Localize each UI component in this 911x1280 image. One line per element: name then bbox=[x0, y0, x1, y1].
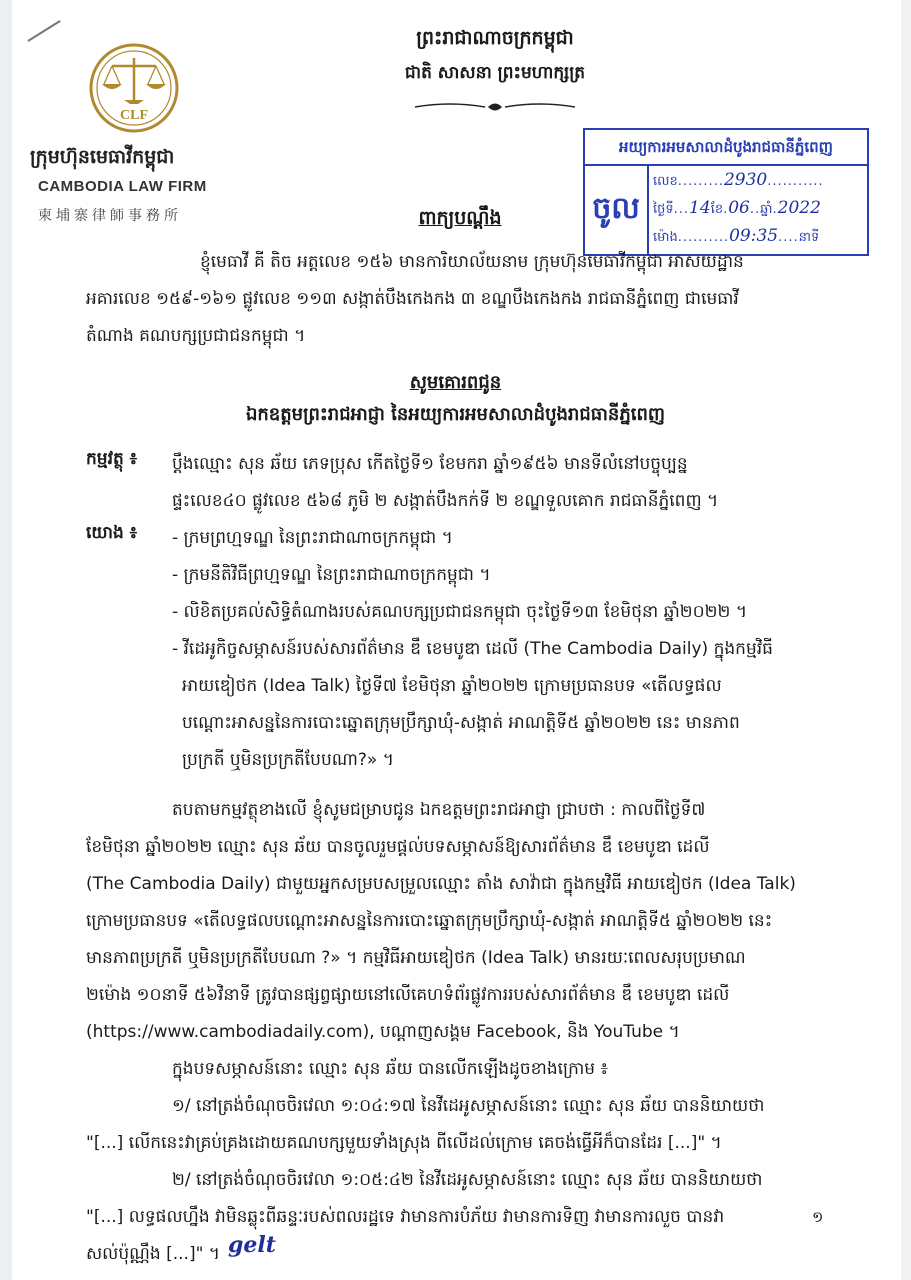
subject-line-1: ប្ដឹងឈ្មោះ សុន ឆ័យ ភេទប្រុស កើតថ្ងៃទី១ ខែមករា ឆ្នាំ១៩៥៦ មានទីលំនៅបច្ចុប្បន្ន bbox=[172, 454, 688, 474]
page-edge-left bbox=[0, 0, 12, 1280]
reference-item-4: - វីដេអូកិច្ចសម្ភាសន៍របស់សារព័ត៌មាន ឌឹ ខេមបូឌា ដេលី (The Cambodia Daily) ក្នុងកម្មវិធី bbox=[172, 639, 773, 659]
reference-item-4-cont-1: អាយឌៀថក (Idea Talk) ថ្ងៃទី៧ ខែមិថុនា ឆ្នាំ២០២២ ក្រោមប្រធានបទ «តើលទ្ធផល bbox=[182, 676, 722, 696]
body-line-11: ២/ នៅត្រង់ចំណុចចិរវេលា ១:០៥:៤២ នៃវីដេអូសម្ភាសន៍នោះ ឈ្មោះ សុន ឆ័យ បាននិយាយថា bbox=[172, 1170, 763, 1190]
stamp-year-value: 2022 bbox=[777, 198, 821, 218]
body-line-9: ១/ នៅត្រង់ចំណុចចិរវេលា ១:០៤:១៧ នៃវីដេអូសម្ភាសន៍នោះ ឈ្មោះ សុន ឆ័យ បាននិយាយថា bbox=[172, 1096, 765, 1116]
pen-mark bbox=[27, 20, 60, 42]
firm-name-english: CAMBODIA LAW FIRM bbox=[38, 178, 207, 195]
subject-label: កម្មវត្ថុ ៖ bbox=[86, 449, 138, 469]
body-line-3: (The Cambodia Daily) ជាមួយអ្នកសម្របសម្រួលឈ្មោះ តាំង សាវ៉ាជា ក្នុងកម្មវិធី អាយឌៀថក (Idea Talk) bbox=[86, 874, 796, 894]
reference-item-4-cont-3: ប្រក្រតី ឬមិនប្រក្រតីបែបណា?» ។ bbox=[182, 750, 394, 770]
firm-logo bbox=[88, 42, 180, 134]
stamp-time-unit: នាទី bbox=[798, 230, 820, 245]
body-line-7: (https://www.cambodiadaily.com), បណ្ដាញសង្គម Facebook, និង YouTube ។ bbox=[86, 1022, 680, 1042]
stamp-day-label: ថ្ងៃទី bbox=[653, 202, 674, 217]
stamp-number-label: លេខ bbox=[653, 174, 678, 189]
national-motto: ជាតិ សាសនា ព្រះមហាក្សត្រ bbox=[404, 63, 586, 83]
body-line-6: ២ម៉ោង ១០នាទី ៥៦វិនាទី ត្រូវបានផ្សព្វផ្សាយនៅលើគេហទំព័រផ្លូវការរបស់សារព័ត៌មាន ឌឹ ខេមបូឌា ដេលី bbox=[86, 985, 730, 1005]
subject-line-2: ផ្ទះលេខ៤០ ផ្លូវលេខ ៥៦៨ ភូមិ ២ សង្កាត់បឹងកក់ទី ២ ខណ្ឌទួលគោក រាជធានីភ្នំពេញ ។ bbox=[172, 491, 719, 511]
reference-item-2: - ក្រមនីតិវិធីព្រហ្មទណ្ឌ នៃព្រះរាជាណាចក្រកម្ពុជា ។ bbox=[172, 565, 491, 585]
body-line-10: "[...] លើកនេះវាគ្រប់គ្រងដោយគណបក្សមួយទាំងស្រុង ពីលើដល់ក្រោម គេចង់ធ្វើអីក៏បានដែរ [...]" ។ bbox=[86, 1133, 722, 1153]
signature: gelt bbox=[228, 1232, 276, 1258]
body-line-13: សល់ប៉ុណ្ណឹង [...]" ។ bbox=[86, 1244, 221, 1264]
intro-line-1: ខ្ញុំមេធាវី គី តិច អត្តលេខ ១៥៦ មានការិយាល័យនាម ក្រុមហ៊ុនមេធាវីកម្ពុជា អាសយដ្ឋាន bbox=[200, 252, 744, 272]
reference-item-4-cont-2: បណ្ដោះអាសន្ននៃការបោះឆ្នោតក្រុមប្រឹក្សាឃុំ-សង្កាត់ អាណត្តិទី៥ ឆ្នាំ២០២២ នេះ មានភាព bbox=[182, 713, 740, 733]
stamp-time-label: ម៉ោង bbox=[653, 230, 678, 245]
body-line-5: មានភាពប្រក្រតី ឬមិនប្រក្រតីបែបណា ?» ។ កម្មវិធីអាយឌៀថក (Idea Talk) មានរយៈពេលសរុបប្រមាណ bbox=[86, 948, 746, 968]
firm-name-khmer: ក្រុមហ៊ុនមេធាវីកម្ពុជា bbox=[30, 146, 175, 168]
stamp-month-label: ខែ bbox=[710, 202, 724, 217]
body-line-2: ខែមិថុនា ឆ្នាំ២០២២ ឈ្មោះ សុន ឆ័យ បានចូលរួមផ្តល់បទសម្ភាសន៍ឱ្យសារព័ត៌មាន ឌឹ ខេមបូឌា ដេលី bbox=[86, 837, 710, 857]
body-line-8: ក្នុងបទសម្ភាសន៍នោះ ឈ្មោះ សុន ឆ័យ បានលើកឡើងដូចខាងក្រោម ៖ bbox=[172, 1059, 608, 1079]
stamp-number-row: លេខ.........2930........... bbox=[653, 170, 824, 190]
ornament-divider bbox=[410, 100, 580, 114]
firm-logo-text: CLF bbox=[120, 108, 148, 123]
stamp-year-label: ឆ្នាំ bbox=[760, 202, 773, 217]
intro-line-3: តំណាង គណបក្សប្រជាជនកម្ពុជា ។ bbox=[86, 326, 306, 346]
firm-name-chinese: 柬埔寨律師事務所 bbox=[38, 208, 182, 224]
intro-line-2: អគារលេខ ១៥៩-១៦១ ផ្លូវលេខ ១១៣ សង្កាត់បឹងកេងកង ៣ ខណ្ឌបឹងកេងកង រាជធានីភ្នំពេញ ជាមេធាវី bbox=[86, 289, 739, 309]
address-salutation: សូមគោរពជូន bbox=[409, 372, 502, 393]
stamp-received-label: ចូល bbox=[585, 164, 649, 254]
kingdom-heading: ព្រះរាជាណាចក្រកម្ពុជា bbox=[416, 27, 574, 49]
references-label: យោង ៖ bbox=[86, 523, 138, 543]
address-recipient: ឯកឧត្តមព្រះរាជអាជ្ញា នៃអយ្យការអមសាលាដំបូងរាជធានីភ្នំពេញ bbox=[245, 404, 666, 425]
page-number: ១ bbox=[812, 1208, 824, 1226]
stamp-date-row: ថ្ងៃទី...14ខែ.06..ឆ្នាំ.2022 bbox=[653, 198, 821, 218]
body-line-4: ក្រោមប្រធានបទ «តើលទ្ធផលបណ្ដោះអាសន្ននៃការបោះឆ្នោតក្រុមប្រឹក្សាឃុំ-សង្កាត់ អាណត្តិទី៥ ឆ្នាំ២០២២ នេះ bbox=[86, 911, 773, 931]
stamp-day-value: 14 bbox=[689, 198, 711, 218]
reference-item-1: - ក្រមព្រហ្មទណ្ឌ នៃព្រះរាជាណាចក្រកម្ពុជា ។ bbox=[172, 528, 453, 548]
document-title: ពាក្យបណ្តឹង bbox=[418, 207, 502, 229]
received-stamp bbox=[583, 128, 869, 256]
stamp-number-value: 2930 bbox=[723, 170, 768, 190]
reference-item-3: - លិខិតប្រគល់សិទ្ធិតំណាងរបស់គណបក្សប្រជាជនកម្ពុជា ចុះថ្ងៃទី១៣ ខែមិថុនា ឆ្នាំ២០២២ ។ bbox=[172, 602, 748, 622]
stamp-title: អយ្យការអមសាលាដំបូងរាជធានីភ្នំពេញ bbox=[585, 130, 867, 166]
body-line-1: តបតាមកម្មវត្ថុខាងលើ ខ្ញុំសូមជម្រាបជូន ឯកឧត្តមព្រះរាជអាជ្ញា ជ្រាបថា : កាលពីថ្ងៃទី៧ bbox=[172, 800, 706, 820]
body-line-12: "[...] លទ្ធផលហ្នឹង វាមិនឆ្លុះពីឆន្ទៈរបស់ពលរដ្ឋទេ វាមានការបំភ័យ វាមានការទិញ វាមានការលួច បានវា bbox=[86, 1207, 725, 1227]
stamp-time-row: ម៉ោង..........09:35....នាទី bbox=[653, 226, 820, 246]
stamp-month-value: 06 bbox=[728, 198, 750, 218]
page-edge-right bbox=[901, 0, 911, 1280]
stamp-time-value: 09:35 bbox=[729, 226, 779, 246]
